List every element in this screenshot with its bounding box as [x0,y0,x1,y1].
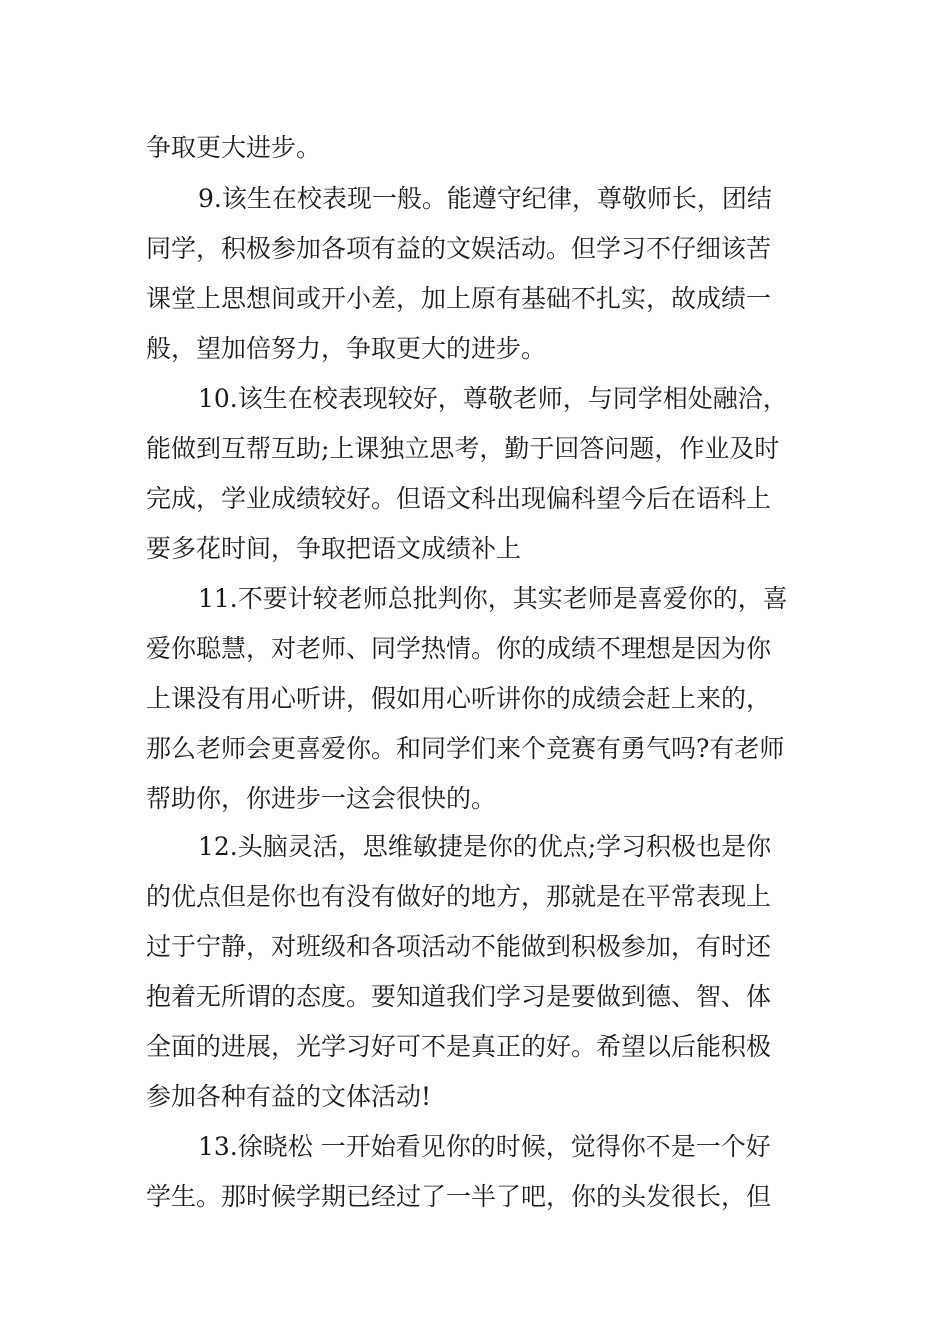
text-line: 全面的进展，光学习好可不是真正的好。希望以后能积极 [146,1032,772,1061]
text-line: 抱着无所谓的态度。要知道我们学习是要做到德、智、体 [146,982,772,1011]
text-line: 争取更大进步。 [146,133,322,162]
text-line: 过于宁静，对班级和各项活动不能做到积极参加，有时还 [146,932,772,961]
text-line: 那么老师会更喜爱你。和同学们来个竞赛有勇气吗?有老师 [146,734,785,763]
paragraph-11-start: 11.不要计较老师总批判你，其实老师是喜爱你的，喜 [198,584,788,613]
text-line: 爱你聪慧，对老师、同学热情。你的成绩不理想是因为你 [146,634,772,663]
text-line: 课堂上思想间或开小差，加上原有基础不扎实，故成绩一 [146,284,772,313]
text-line: 同学，积极参加各项有益的文娱活动。但学习不仔细该苦 [146,234,772,263]
paragraph-9-start: 9.该生在校表现一般。能遵守纪律，尊敬师长，团结 [198,184,772,213]
text-line: 学生。那时候学期已经过了一半了吧，你的头发很长，但 [146,1182,772,1211]
text-line: 的优点但是你也有没有做好的地方，那就是在平常表现上 [146,882,772,911]
paragraph-10-start: 10.该生在校表现较好，尊敬老师，与同学相处融洽， [198,384,788,413]
text-line: 般，望加倍努力，争取更大的进步。 [146,334,547,363]
text-line: 上课没有用心听讲，假如用心听讲你的成绩会赶上来的， [146,684,772,713]
text-line: 帮助你，你进步一这会很快的。 [146,784,497,813]
text-line: 能做到互帮互助;上课独立思考，勤于回答问题，作业及时 [146,434,780,463]
paragraph-13-start: 13.徐晓松 一开始看见你的时候，觉得你不是一个好 [198,1132,771,1161]
text-line: 参加各种有益的文体活动! [146,1082,432,1111]
paragraph-12-start: 12.头脑灵活，思维敏捷是你的优点;学习积极也是你 [198,832,772,861]
text-line: 完成，学业成绩较好。但语文科出现偏科望今后在语科上 [146,484,772,513]
text-line: 要多花时间，争取把语文成绩补上 [146,534,522,563]
